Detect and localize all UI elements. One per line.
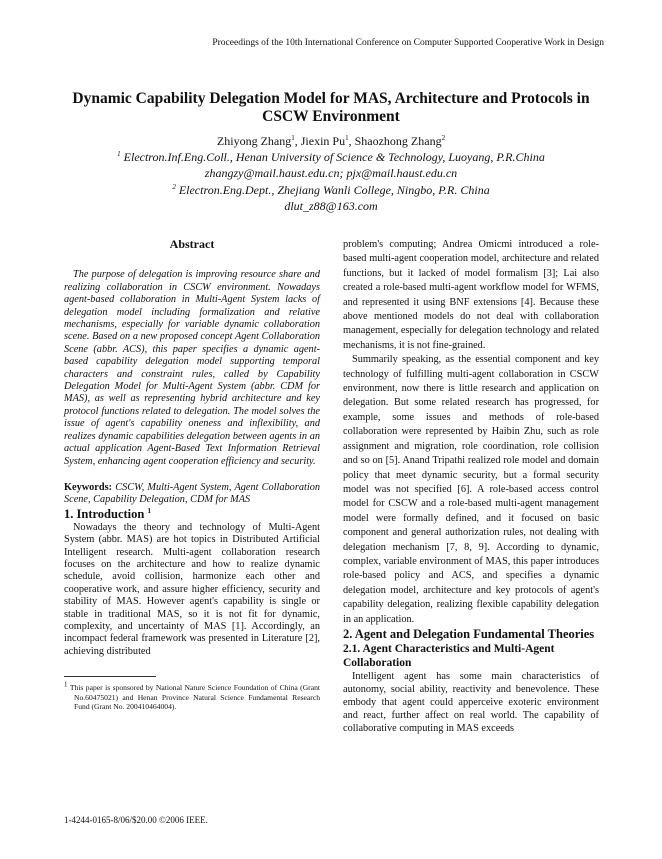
introduction-footnote-mark: 1 <box>147 506 151 515</box>
affiliation-2-mark: 2 <box>172 182 176 191</box>
footer-copyright: 1-4244-0165-8/06/$20.00 ©2006 IEEE. <box>64 815 208 825</box>
email-1: zhangzy@mail.haust.edu.cn; pjx@mail.haust.edu.cn <box>204 166 458 181</box>
author-2-affiliation-mark: 1 <box>345 134 349 142</box>
left-column <box>64 238 320 712</box>
affiliation-1-mark: 1 <box>117 150 121 159</box>
author-3-affiliation-mark: 2 <box>441 134 446 142</box>
author-separator: , <box>348 134 355 148</box>
author-1: Zhiyong Zhang <box>216 134 292 148</box>
subsection-heading-2-1: 2.1. Agent Characteristics and Multi-Agent Collaboration <box>343 642 555 669</box>
author-2: Jiexin Pu <box>300 134 346 148</box>
right-column <box>343 238 599 735</box>
running-head: Proceedings of the 10th International Conference on Computer Supported Cooperative Work in Design <box>212 38 604 48</box>
title-line-1: Dynamic Capability Delegation Model for MAS, Architecture and Protocols in <box>72 90 590 107</box>
affiliation-2 <box>40 182 622 198</box>
footnote-text: This paper is sponsored by National Nature Science Foundation of China (Grant No.60475021) and Henan Province Natural Science Fundamental Research Fund (Grant No. 200410464004). <box>67 683 320 712</box>
section-heading-introduction <box>64 507 320 522</box>
introduction-paragraph: Nowadays the theory and technology of Multi-Agent System (abbr. MAS) are hot topics in Distributed Artificial Intelligent research. Multi-agent collaboration research focuses on the architecture and how to realize dynamic schedule, avoid collision, harmonize each other and cooperative work, and assure higher efficiency, security and stability of MAS. However agent's capability is single or stable in traditional MAS, so it is not fit for dynamic, complexity, and uncertainty of MAS [1]. Accordingly, an incompact federal framework was presented in Literature [2], achieving distributed <box>64 521 320 657</box>
paper-title <box>50 90 612 126</box>
funding-footnote <box>64 680 320 712</box>
keywords-text: CSCW, Multi-Agent System, Agent Collaboration Scene, Capability Delegation, CDM for MAS <box>64 481 320 506</box>
abstract-text: The purpose of delegation is improving resource share and realizing collaboration in CSCW environment. Nowadays agent-based collaboration in Multi-Agent System lacks of delegation model including formalization and relative mechanisms, especially for variable dynamic collaboration scene. Based on a new proposed concept Agent Collaboration Scene (abbr. ACS), this paper specifies a dynamic agent-based capability delegation model supporting temporal characters and constraint rules, called by Capability Delegation Model for Multi-Agent System (abbr. CDM for MAS), as well as representing hybrid architecture and key protocol functions related to delegation. The model solves the issue of agent's capability oneness and inflexibility, and realizes dynamic capabilities delegation between agents in an actual application Agent-Based Text Information Retrieval System, enhancing agent cooperation efficiency and security. <box>64 269 320 467</box>
footnote-divider <box>64 676 156 677</box>
introduction-heading-text: 1. Introduction <box>64 506 145 521</box>
footnote-mark: 1 <box>64 680 68 689</box>
subsection-2-1-paragraph: Intelligent agent has some main characteristics of autonomy, social ability, reactivity and benevolence. These embody that agent could apperceive exoteric environment and react, further affect on real world. The capability of collaborative computing in MAS exceeds <box>343 670 599 734</box>
affiliation-1 <box>40 149 622 165</box>
author-3: Shaozhong Zhang <box>354 134 442 148</box>
keywords-label: Keywords: <box>64 481 113 493</box>
author-1-affiliation-mark: 1 <box>291 134 295 142</box>
right-paragraph-1: problem's computing; Andrea Omicmi introduced a role-based multi-agent cooperation model, architecture and related functions, but it lacked of model formalism [3]; Lai also created a role-based multi-agent workflow model for WFMS, and represented it using BNF extensions [4]. Because these above mentioned models do not deal with collaboration management, especially for delegation technology and related mechanisms, it is not fine-grained. <box>343 239 599 351</box>
author-block <box>40 133 622 214</box>
title-line-2: CSCW Environment <box>262 108 400 125</box>
email-2: dlut_z88@163.com <box>284 198 378 213</box>
abstract-heading: Abstract <box>169 237 215 251</box>
keywords <box>64 482 320 507</box>
section-heading-2: 2. Agent and Delegation Fundamental Theories <box>343 626 595 641</box>
affiliation-1-text: Electron.Inf.Eng.Coll., Henan University of Science & Technology, Luoyang, P.R.China <box>120 150 545 165</box>
author-separator: , <box>294 134 301 148</box>
author-names <box>40 133 622 149</box>
right-paragraph-2: Summarily speaking, as the essential component and key technology of fulfilling multi-agent collaboration in CSCW environment, now there is little research and application on delegation. But some related research has progressed, for example, some issues and methods of role-based collaboration were represented by Haibin Zhu, such as role assignment and migration, role coordination, role collision and so on [5]. Anand Tripathi realized role model and domain policy that meet dynamic security, but a formal security model was not specified [6]. A role-based access control model for CSCW and a role-based multi-agent management model were formally defined, and it focused on basic component and general authorization rules, not dealing with delegation mechanism [7, 8, 9]. According to dynamic, complex, variable environment of MAS, this paper introduces role-based policy and ACS, and specifies a dynamic delegation model, architecture and key protocols of agent's capability delegation, realizing flexible capability delegation in an application. <box>343 354 599 625</box>
affiliation-2-text: Electron.Eng.Dept., Zhejiang Wanli College, Ningbo, P.R. China <box>175 182 490 197</box>
